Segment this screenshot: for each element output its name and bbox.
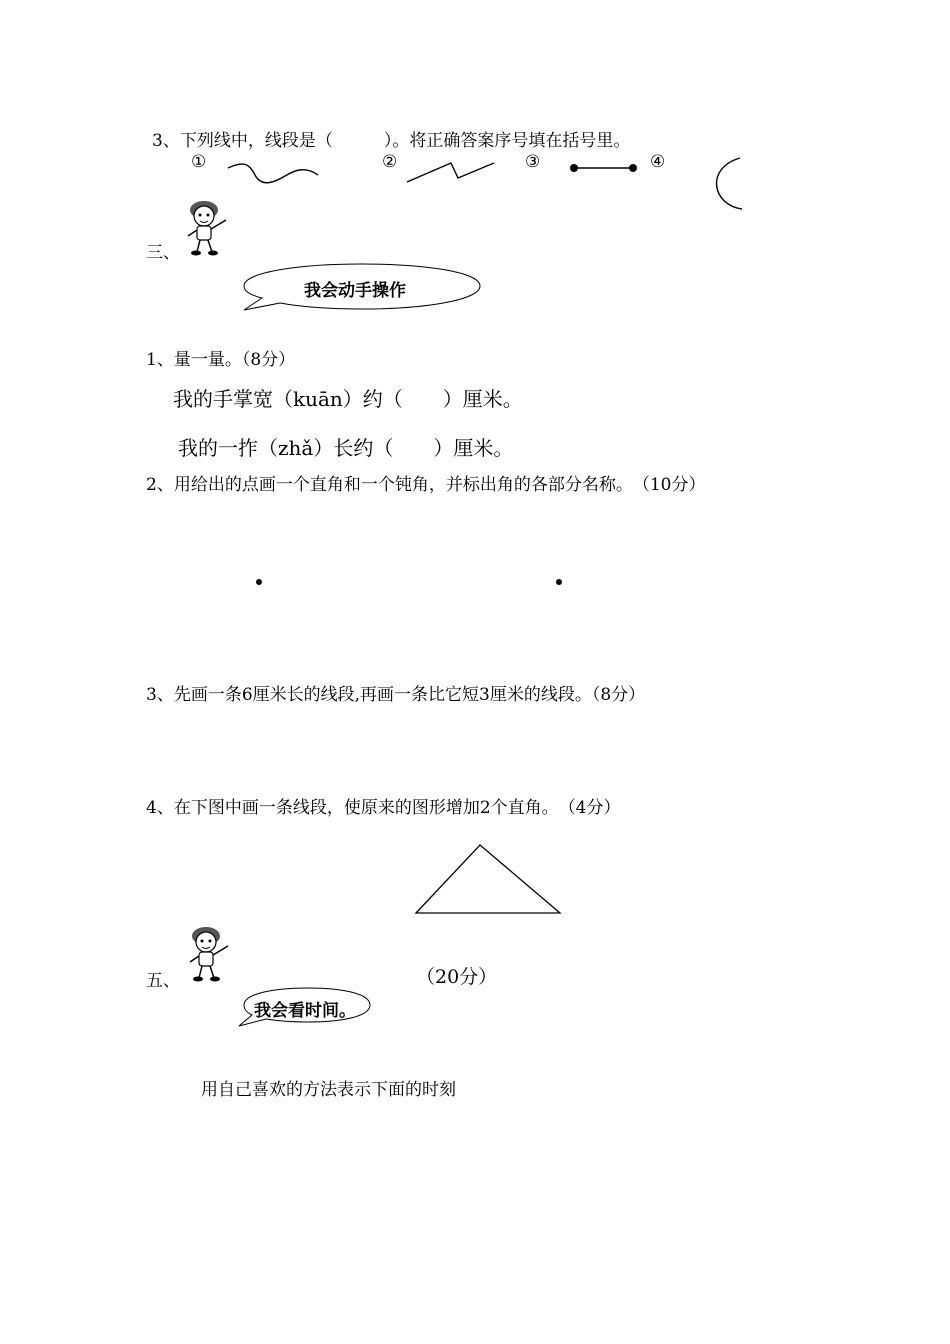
option-label-2: ② [382, 152, 398, 172]
question-1-title: 1、量一量。（8分） [146, 350, 296, 370]
section-3-number: 三、 [146, 243, 180, 263]
option-label-1: ① [191, 152, 207, 172]
span-length-line: 我的一拃（zhǎ）长约（ ）厘米。 [178, 436, 514, 460]
question-3-line-segment: 3、下列线中，线段是（ ）。将正确答案序号填在括号里。 [152, 131, 631, 151]
section-5-score: （20分） [416, 966, 498, 988]
question-4-text: 4、在下图中画一条线段，使原来的图形增加2个直角。 （4分） [146, 798, 621, 818]
section-5-number: 五、 [146, 971, 180, 991]
question-2-text: 2、用给出的点画一个直角和一个钝角，并标出角的各部分名称。 （10分） [146, 475, 706, 495]
palm-width-line: 我的手掌宽（kuān）约（ ）厘米。 [173, 387, 523, 411]
clock-instruction: 用自己喜欢的方法表示下面的时刻 [201, 1080, 456, 1100]
cartoon-character-icon-2 [182, 922, 242, 982]
option-label-3: ③ [525, 152, 541, 172]
option-label-4: ④ [650, 152, 666, 172]
section-5-title: 我会看时间。 [254, 1001, 356, 1021]
section-3-title: 我会动手操作 [304, 281, 406, 301]
question-3-text: 3、先画一条6厘米长的线段,再画一条比它短3厘米的线段。（8分） [146, 685, 646, 705]
